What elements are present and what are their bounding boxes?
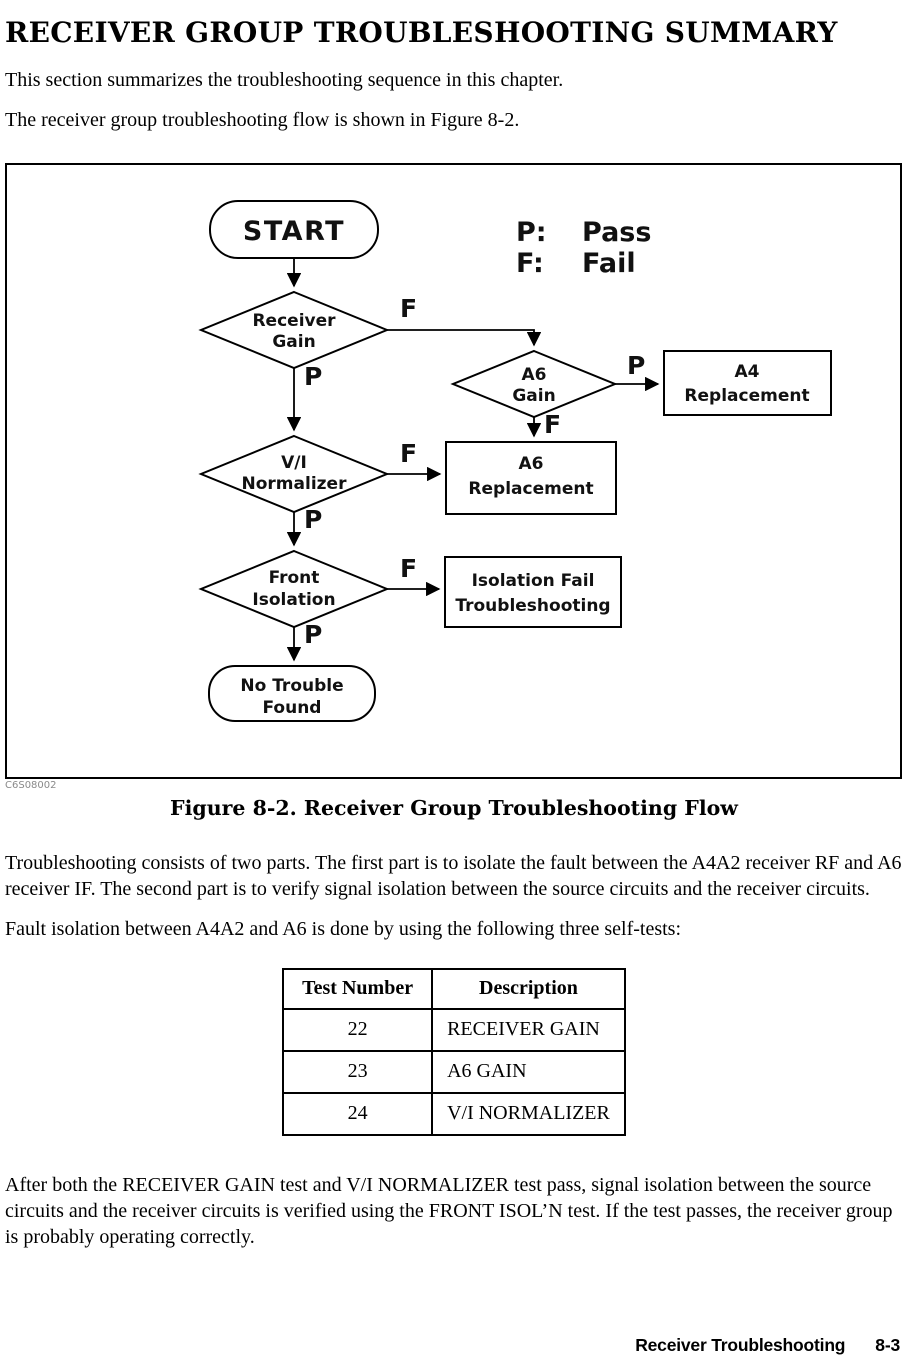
figure-frame xyxy=(5,163,902,779)
fail-label-vi-normalizer: F xyxy=(400,439,418,468)
test-number-cell: 24 xyxy=(283,1093,432,1135)
page-footer xyxy=(635,1335,900,1356)
legend-fail-word: Fail xyxy=(582,248,636,279)
fail-label-front-isolation: F xyxy=(400,554,418,583)
vi-normalizer-label-line2: Normalizer xyxy=(241,474,347,494)
fail-label-a6-gain: F xyxy=(544,410,562,439)
legend-pass-symbol: P: xyxy=(516,217,547,248)
footer-page-number: 8-3 xyxy=(875,1335,900,1355)
a6-replacement-label-line2: Replacement xyxy=(468,479,594,499)
body-paragraph-4: Fault isolation between A4A2 and A6 is done by using the following three self-tests: xyxy=(5,918,682,940)
page-title: RECEIVER GROUP TROUBLESHOOTING SUMMARY xyxy=(5,16,838,49)
legend-pass-word: Pass xyxy=(582,217,652,248)
isolation-fail-label-line2: Troubleshooting xyxy=(455,596,611,616)
a6-replacement-label-line1: A6 xyxy=(518,454,544,474)
pass-label-receiver-gain: P xyxy=(304,362,323,391)
no-trouble-found-label-line2: Found xyxy=(262,698,322,718)
legend-fail-symbol: F: xyxy=(516,248,544,279)
a6-gain-label-line2: Gain xyxy=(512,386,556,406)
table-header-test-number: Test Number xyxy=(283,969,432,1009)
front-isolation-label-line2: Isolation xyxy=(252,590,336,610)
test-number-cell: 22 xyxy=(283,1009,432,1051)
a6-replacement-box xyxy=(446,442,616,514)
no-trouble-found-label-line1: No Trouble xyxy=(240,676,344,696)
vi-normalizer-label-line1: V/I xyxy=(281,453,307,473)
table-row xyxy=(283,1051,625,1093)
isolation-fail-label-line1: Isolation Fail xyxy=(471,571,595,591)
figure-caption: Figure 8-2. Receiver Group Troubleshooting Flow xyxy=(170,796,738,820)
body-paragraph-3: Troubleshooting consists of two parts. The first part is to isolate the fault between the A4A2 receiver RF and A6 receiver IF. The second part is to verify signal isolation between the source circuits and the receiver circuits. xyxy=(5,852,902,900)
front-isolation-diamond xyxy=(201,551,387,627)
start-label: START xyxy=(242,216,346,247)
intro-paragraph-2: The receiver group troubleshooting flow is shown in Figure 8-2. xyxy=(5,109,520,131)
body-paragraph-5: After both the RECEIVER GAIN test and V/I NORMALIZER test pass, signal isolation between the source circuits and the receiver circuits is verified using the FRONT ISOL’N test. If the test passes, the receiver group is probably operating correctly. xyxy=(5,1174,893,1248)
table-row xyxy=(283,1009,625,1051)
receiver-gain-label-line1: Receiver xyxy=(252,311,336,331)
intro-paragraph-1: This section summarizes the troubleshooting sequence in this chapter. xyxy=(5,69,564,91)
description-cell: V/I NORMALIZER xyxy=(432,1093,625,1135)
flowchart-figure xyxy=(7,165,900,777)
figure-code: C6S08002 xyxy=(5,780,57,791)
table-header-row xyxy=(283,969,625,1009)
table-header-description: Description xyxy=(432,969,625,1009)
front-isolation-label-line1: Front xyxy=(268,568,320,588)
isolation-fail-box xyxy=(445,557,621,627)
self-test-table xyxy=(282,968,626,1136)
description-cell: RECEIVER GAIN xyxy=(432,1009,625,1051)
footer-section-title: Receiver Troubleshooting xyxy=(635,1335,846,1355)
a4-replacement-label-line1: A4 xyxy=(734,362,760,382)
arrow-receiver-gain-fail-to-a6-gain xyxy=(387,330,534,345)
pass-label-vi-normalizer: P xyxy=(304,505,323,534)
receiver-gain-label-line2: Gain xyxy=(272,332,316,352)
table-row xyxy=(283,1093,625,1135)
description-cell: A6 GAIN xyxy=(432,1051,625,1093)
test-number-cell: 23 xyxy=(283,1051,432,1093)
pass-label-a6-gain: P xyxy=(627,351,646,380)
a4-replacement-label-line2: Replacement xyxy=(684,386,810,406)
pass-label-front-isolation: P xyxy=(304,620,323,649)
fail-label-receiver-gain: F xyxy=(400,294,418,323)
a6-gain-label-line1: A6 xyxy=(521,365,547,385)
